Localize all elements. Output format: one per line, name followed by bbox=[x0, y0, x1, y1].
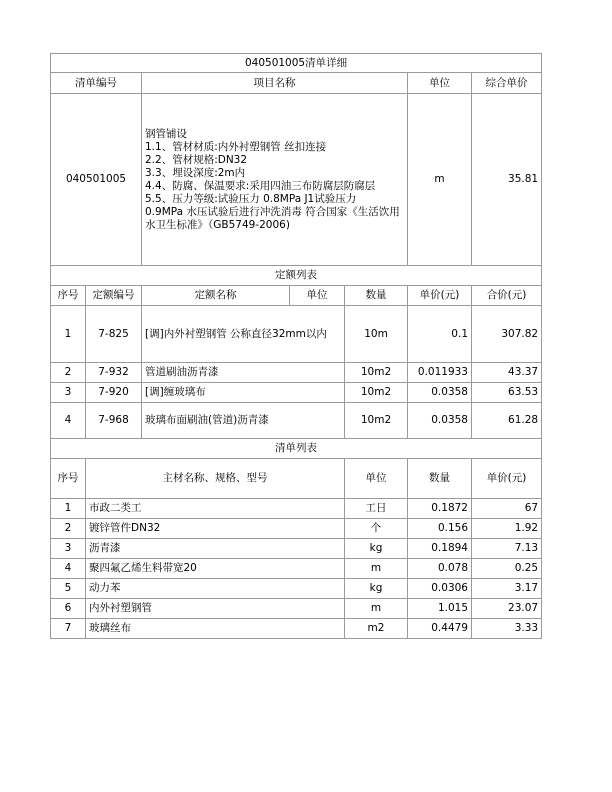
material-name: 内外衬塑钢管 bbox=[86, 599, 345, 619]
material-name: 动力苯 bbox=[86, 579, 345, 599]
table-row bbox=[51, 519, 542, 539]
quota-name: [调]缠玻璃布 bbox=[142, 383, 345, 403]
qty-cell: 0.0306 bbox=[408, 579, 472, 599]
price-cell: 43.37 bbox=[472, 363, 542, 383]
column-header: 定额名称 bbox=[142, 286, 290, 306]
table-row bbox=[51, 599, 542, 619]
qty-cell: 0.0358 bbox=[408, 383, 472, 403]
qty-cell: 0.1894 bbox=[408, 539, 472, 559]
qty-cell: 0.1 bbox=[408, 306, 472, 363]
price-cell: 1.92 bbox=[472, 519, 542, 539]
name-header: 项目名称 bbox=[142, 73, 408, 94]
table-row bbox=[51, 306, 542, 363]
table-row bbox=[51, 499, 542, 519]
unit-cell: m2 bbox=[345, 619, 408, 639]
item-header-row bbox=[51, 73, 542, 94]
qty-cell: 0.4479 bbox=[408, 619, 472, 639]
bill-detail-table bbox=[50, 53, 542, 639]
material-name: 玻璃丝布 bbox=[86, 619, 345, 639]
column-header: 序号 bbox=[51, 286, 86, 306]
row-number: 2 bbox=[51, 519, 86, 539]
column-header: 单位 bbox=[345, 459, 408, 499]
price-cell: 0.25 bbox=[472, 559, 542, 579]
column-header: 合价(元) bbox=[472, 286, 542, 306]
price-cell: 61.28 bbox=[472, 403, 542, 439]
price-cell: 63.53 bbox=[472, 383, 542, 403]
quota-code: 7-920 bbox=[86, 383, 142, 403]
material-header-row bbox=[51, 459, 542, 499]
quota-code: 7-968 bbox=[86, 403, 142, 439]
quota-name: 管道刷油沥青漆 bbox=[142, 363, 345, 383]
row-number: 5 bbox=[51, 579, 86, 599]
column-header: 数量 bbox=[345, 286, 408, 306]
quota-code: 7-825 bbox=[86, 306, 142, 363]
price-header: 综合单价 bbox=[472, 73, 542, 94]
price-cell: 23.07 bbox=[472, 599, 542, 619]
qty-cell: 0.011933 bbox=[408, 363, 472, 383]
item-code: 040501005 bbox=[51, 94, 142, 266]
material-section-title-row bbox=[51, 439, 542, 459]
table-row bbox=[51, 403, 542, 439]
column-header: 单位 bbox=[290, 286, 345, 306]
table-title: 040501005清单详细 bbox=[51, 54, 542, 73]
item-description: 钢管铺设 1.1、管材材质:内外衬塑钢管 丝扣连接 2.2、管材规格:DN32 3.3、埋设深度:2m内 4.4、防腐、保温要求:采用四油三布防腐层防腐层 5.5、压力等级:试验压力 0.8MPa J1试验压力 0.9MPa 水压试验后进行冲洗消毒 符合国家《生活饮用水卫生标准》（GB5749-2006) bbox=[142, 94, 408, 266]
price-cell: 3.17 bbox=[472, 579, 542, 599]
quota-section-title-row bbox=[51, 266, 542, 286]
row-number: 3 bbox=[51, 539, 86, 559]
qty-cell: 1.015 bbox=[408, 599, 472, 619]
unit-cell: 10m bbox=[345, 306, 408, 363]
quota-name: [调]内外衬塑钢管 公称直径32mm以内 bbox=[142, 306, 345, 363]
column-header: 单价(元) bbox=[408, 286, 472, 306]
row-number: 2 bbox=[51, 363, 86, 383]
item-price: 35.81 bbox=[472, 94, 542, 266]
unit-cell: 10m2 bbox=[345, 383, 408, 403]
table-row bbox=[51, 539, 542, 559]
price-cell: 67 bbox=[472, 499, 542, 519]
material-name: 市政二类工 bbox=[86, 499, 345, 519]
code-header: 清单编号 bbox=[51, 73, 142, 94]
table-row bbox=[51, 619, 542, 639]
row-number: 1 bbox=[51, 499, 86, 519]
qty-cell: 0.0358 bbox=[408, 403, 472, 439]
unit-cell: 个 bbox=[345, 519, 408, 539]
price-cell: 7.13 bbox=[472, 539, 542, 559]
unit-cell: kg bbox=[345, 539, 408, 559]
item-row bbox=[51, 94, 542, 266]
material-name: 镀锌管件DN32 bbox=[86, 519, 345, 539]
column-header: 定额编号 bbox=[86, 286, 142, 306]
unit-cell: kg bbox=[345, 579, 408, 599]
row-number: 3 bbox=[51, 383, 86, 403]
qty-cell: 0.156 bbox=[408, 519, 472, 539]
item-unit: m bbox=[408, 94, 472, 266]
unit-header: 单位 bbox=[408, 73, 472, 94]
title-row bbox=[51, 54, 542, 73]
column-header: 数量 bbox=[408, 459, 472, 499]
unit-cell: 10m2 bbox=[345, 363, 408, 383]
quota-section-title: 定额列表 bbox=[51, 266, 542, 286]
material-name: 聚四氟乙烯生料带宽20 bbox=[86, 559, 345, 579]
material-section-title: 清单列表 bbox=[51, 439, 542, 459]
table-row bbox=[51, 559, 542, 579]
row-number: 7 bbox=[51, 619, 86, 639]
price-cell: 307.82 bbox=[472, 306, 542, 363]
unit-cell: 10m2 bbox=[345, 403, 408, 439]
qty-cell: 0.1872 bbox=[408, 499, 472, 519]
row-number: 4 bbox=[51, 403, 86, 439]
unit-cell: 工日 bbox=[345, 499, 408, 519]
qty-cell: 0.078 bbox=[408, 559, 472, 579]
row-number: 4 bbox=[51, 559, 86, 579]
row-number: 1 bbox=[51, 306, 86, 363]
quota-code: 7-932 bbox=[86, 363, 142, 383]
table-row bbox=[51, 579, 542, 599]
table-row bbox=[51, 363, 542, 383]
table-row bbox=[51, 383, 542, 403]
quota-header-row bbox=[51, 286, 542, 306]
column-header: 单价(元) bbox=[472, 459, 542, 499]
unit-cell: m bbox=[345, 599, 408, 619]
column-header: 序号 bbox=[51, 459, 86, 499]
unit-cell: m bbox=[345, 559, 408, 579]
column-header: 主材名称、规格、型号 bbox=[86, 459, 345, 499]
row-number: 6 bbox=[51, 599, 86, 619]
quota-name: 玻璃布面刷油(管道)沥青漆 bbox=[142, 403, 345, 439]
material-name: 沥青漆 bbox=[86, 539, 345, 559]
price-cell: 3.33 bbox=[472, 619, 542, 639]
